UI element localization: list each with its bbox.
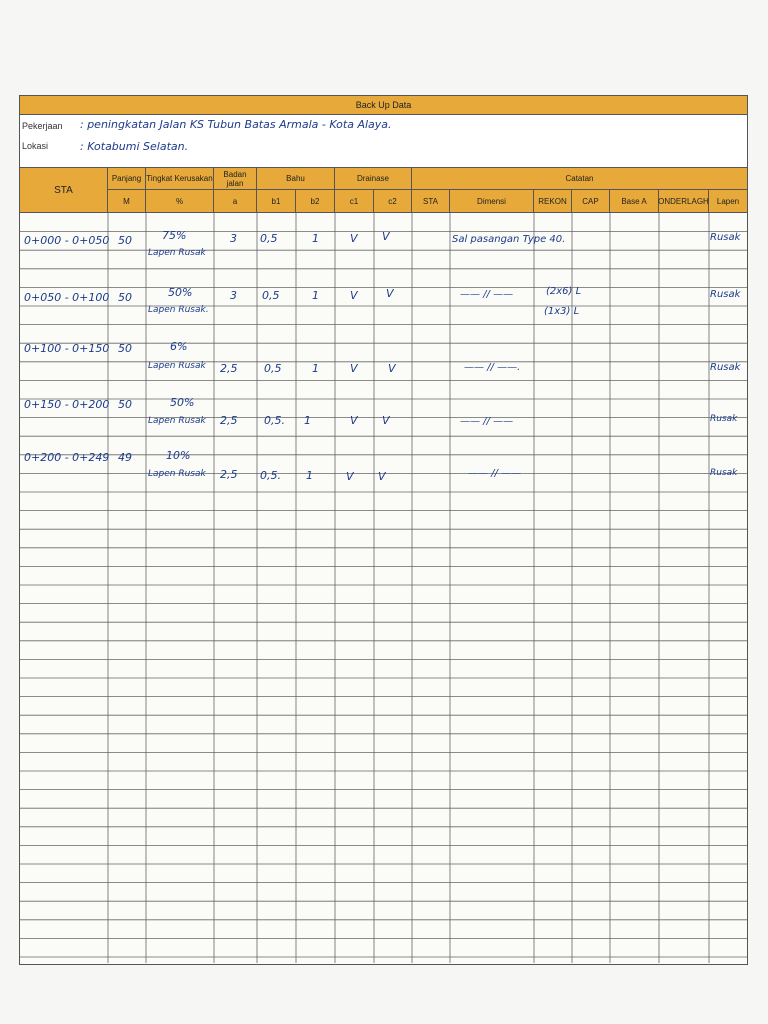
entry-tingkat: 50%	[168, 286, 193, 299]
entry-c1: V	[350, 414, 358, 427]
entry-badan: 2,5	[220, 362, 238, 375]
header-b2: b2	[296, 190, 335, 212]
entry-b1: 0,5	[262, 289, 280, 302]
header-cat-sta: STA	[412, 190, 450, 212]
entry-c2: V	[382, 230, 390, 243]
entry-dimensi: Sal pasangan Type 40.	[452, 234, 566, 245]
header-rekon: REKON	[534, 190, 572, 212]
entry-lapen: Rusak	[710, 232, 741, 243]
entry-badan: 3	[230, 232, 237, 245]
entry-b1: 0,5.	[264, 414, 285, 427]
entry-badan: 3	[230, 289, 237, 302]
header-catatan: Catatan	[412, 168, 747, 190]
entry-dimensi: —— // ——.	[464, 362, 521, 373]
header-dimensi: Dimensi	[450, 190, 534, 212]
entry-tingkat-note: Lapen Rusak	[148, 361, 206, 371]
entry-c2: V	[378, 470, 386, 483]
entry-panjang: 50	[118, 234, 132, 247]
entry-b2: 1	[312, 289, 319, 302]
entry-rekon-2: (1x3) L	[544, 306, 580, 317]
header-badan: Badan jalan	[214, 168, 257, 190]
lokasi-label: Lokasi	[22, 141, 49, 151]
header-tingkat: Tingkat Kerusakan	[146, 168, 214, 190]
entry-badan: 2,5	[220, 468, 238, 481]
entry-sta: 0+000 - 0+050	[24, 234, 110, 247]
entry-sta: 0+150 - 0+200	[24, 398, 110, 411]
header-badan-sub: a	[214, 190, 257, 212]
entry-tingkat: 50%	[170, 396, 195, 409]
header-onderlagh: ONDERLAGH	[659, 190, 709, 212]
lokasi-value: : Kotabumi Selatan.	[80, 140, 189, 153]
header-c2: c2	[374, 190, 412, 212]
entry-b2: 1	[312, 232, 319, 245]
entry-badan: 2,5	[220, 414, 238, 427]
header-panjang-unit: M	[108, 190, 146, 212]
header-tingkat-unit: %	[146, 190, 214, 212]
entry-lapen: Rusak	[710, 468, 738, 478]
entry-tingkat: 6%	[170, 340, 188, 353]
entry-tingkat-note: Lapen Rusak	[148, 248, 206, 258]
sheet-title: Back Up Data	[20, 96, 747, 115]
entry-c2: V	[386, 287, 394, 300]
info-panel	[20, 115, 747, 168]
entry-lapen: Rusak	[710, 362, 741, 373]
entry-lapen: Rusak	[710, 414, 738, 424]
entry-b2: 1	[306, 469, 313, 482]
entry-sta: 0+050 - 0+100	[24, 291, 110, 304]
entry-tingkat: 75%	[162, 229, 187, 242]
table-grid	[20, 213, 747, 963]
survey-sheet	[19, 95, 748, 965]
pekerjaan-value: : peningkatan Jalan KS Tubun Batas Armala - Kota Alaya.	[80, 118, 392, 131]
entry-sta: 0+200 - 0+249	[24, 451, 110, 464]
header-sta: STA	[20, 168, 108, 212]
header-c1: c1	[335, 190, 374, 212]
entry-lapen: Rusak	[710, 289, 741, 300]
entry-dimensi: —— // ——	[468, 468, 522, 479]
entry-c1: V	[350, 232, 358, 245]
entry-panjang: 49	[118, 451, 132, 464]
entry-tingkat-note: Lapen Rusak.	[148, 305, 209, 315]
entry-b1: 0,5.	[260, 469, 281, 482]
entry-tingkat-note: Lapen Rusak	[148, 416, 206, 426]
header-panjang: Panjang	[108, 168, 146, 190]
entry-b2: 1	[304, 414, 311, 427]
header-b1: b1	[257, 190, 296, 212]
entry-panjang: 50	[118, 291, 132, 304]
entry-b1: 0,5	[260, 232, 278, 245]
entry-c1: V	[350, 362, 358, 375]
entry-b2: 1	[312, 362, 319, 375]
entry-tingkat-note: Lapen Rusak	[148, 469, 206, 479]
entry-c2: V	[382, 414, 390, 427]
header-base-a: Base A	[610, 190, 659, 212]
header-bahu: Bahu	[257, 168, 335, 190]
header-cap: CAP	[572, 190, 610, 212]
entry-dimensi: —— // ——	[460, 416, 514, 427]
entry-c1: V	[346, 470, 354, 483]
table-header	[20, 168, 747, 213]
entry-rekon: (2x6) L	[546, 286, 582, 297]
header-lapen: Lapen	[716, 196, 740, 206]
entry-panjang: 50	[118, 342, 132, 355]
header-drainase: Drainase	[335, 168, 412, 190]
entry-b1: 0,5	[264, 362, 282, 375]
entry-sta: 0+100 - 0+150	[24, 342, 110, 355]
entry-c1: V	[350, 289, 358, 302]
entry-tingkat: 10%	[166, 449, 191, 462]
entry-dimensi: —— // ——	[460, 289, 514, 300]
pekerjaan-label: Pekerjaan	[22, 121, 63, 131]
entry-c2: V	[388, 362, 396, 375]
entry-panjang: 50	[118, 398, 132, 411]
